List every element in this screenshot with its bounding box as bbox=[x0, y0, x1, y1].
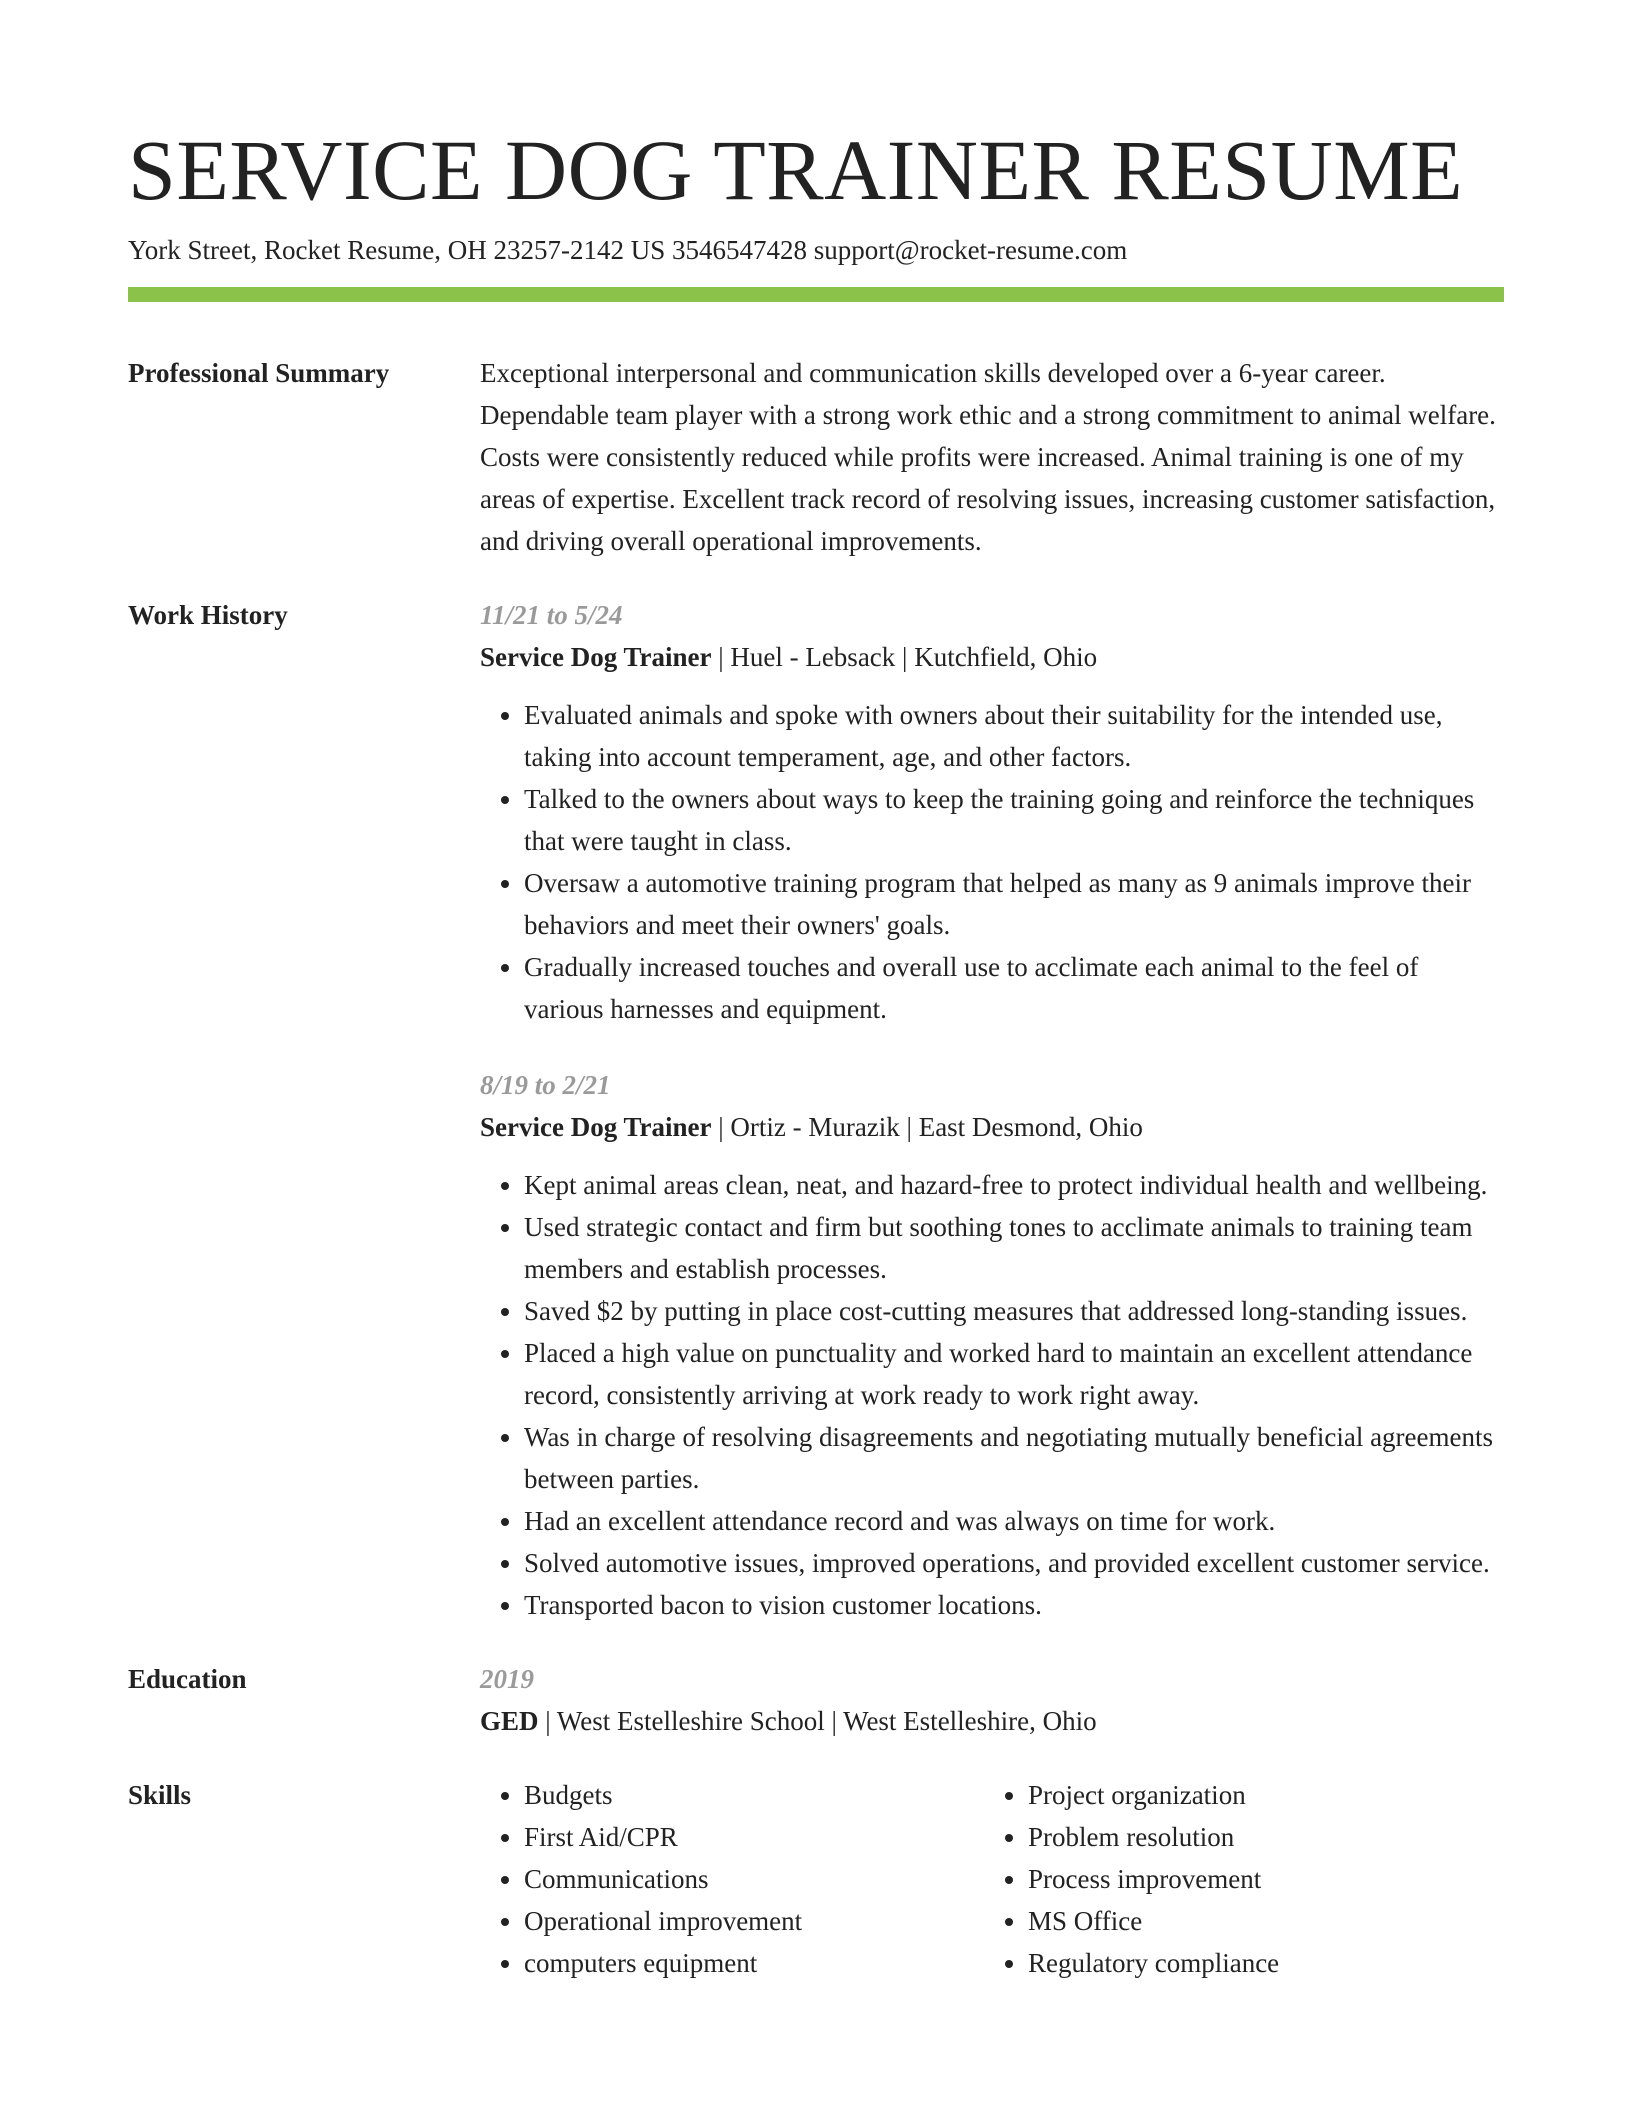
skill-item: • Communications bbox=[524, 1858, 984, 1900]
section-label-summary: Professional Summary bbox=[128, 358, 390, 388]
job-bullet: • Oversaw a automotive training program that helped as many as 9 animals improve their behaviors and meet their owners' goals. bbox=[524, 862, 1504, 946]
skills-list bbox=[480, 1774, 1504, 1984]
work-history-list bbox=[480, 594, 1504, 1626]
summary-text: Exceptional interpersonal and communication skills developed over a 6-year career. Dependable team player with a strong work ethic and a strong commitment to animal welfare. Costs were consistently reduced while profits were increased. Animal training is one of my areas of expertise. Excellent track record of resolving issues, increasing customer satisfaction, and driving overall operational improvements. bbox=[480, 358, 1496, 556]
job-title: Service Dog Trainer bbox=[480, 1112, 712, 1142]
skill-item: • Process improvement bbox=[1028, 1858, 1279, 1900]
job-title: Service Dog Trainer bbox=[480, 642, 712, 672]
education-school-location: | West Estelleshire School | West Estelleshire, Ohio bbox=[538, 1706, 1097, 1736]
skill-item: • Budgets bbox=[524, 1774, 984, 1816]
section-label-work-history: Work History bbox=[128, 600, 288, 630]
professional-summary-section bbox=[128, 352, 1504, 562]
job-bullet: • Used strategic contact and firm but soothing tones to acclimate animals to training team members and establish processes. bbox=[524, 1206, 1504, 1290]
job-bullets bbox=[480, 1164, 1504, 1626]
skill-item: • Project organization bbox=[1028, 1774, 1279, 1816]
header-divider bbox=[128, 287, 1504, 302]
section-label-education: Education bbox=[128, 1664, 247, 1694]
job-dates: 11/21 to 5/24 bbox=[480, 600, 623, 630]
job-dates: 8/19 to 2/21 bbox=[480, 1070, 611, 1100]
job-company-location: | Ortiz - Murazik | East Desmond, Ohio bbox=[711, 1112, 1143, 1142]
skill-item: • Operational improvement bbox=[524, 1900, 984, 1942]
job-bullet: • Transported bacon to vision customer locations. bbox=[524, 1584, 1504, 1626]
education-entry bbox=[480, 1658, 1504, 1742]
job-bullet: • Placed a high value on punctuality and worked hard to maintain an excellent attendance record, consistently arriving at work ready to work right away. bbox=[524, 1332, 1504, 1416]
job-bullet: • Kept animal areas clean, neat, and hazard-free to protect individual health and wellbeing. bbox=[524, 1164, 1504, 1206]
job-heading bbox=[480, 636, 1504, 678]
job-bullet: • Gradually increased touches and overall use to acclimate each animal to the feel of various harnesses and equipment. bbox=[524, 946, 1504, 1030]
job-entry bbox=[480, 594, 1504, 1030]
skill-item: • Problem resolution bbox=[1028, 1816, 1279, 1858]
skill-item: • computers equipment bbox=[524, 1942, 984, 1984]
job-bullet: • Solved automotive issues, improved operations, and provided excellent customer service. bbox=[524, 1542, 1504, 1584]
contact-line: York Street, Rocket Resume, OH 23257-2142 US 3546547428 support@rocket-resume.com bbox=[128, 235, 1128, 265]
work-history-section bbox=[128, 594, 1504, 1626]
skill-item: • Regulatory compliance bbox=[1028, 1942, 1279, 1984]
skill-item: • MS Office bbox=[1028, 1900, 1279, 1942]
job-bullet: • Talked to the owners about ways to keep the training going and reinforce the techniques that were taught in class. bbox=[524, 778, 1504, 862]
section-label-skills: Skills bbox=[128, 1780, 192, 1810]
education-section bbox=[128, 1658, 1504, 1742]
education-heading bbox=[480, 1700, 1504, 1742]
skills-column-1 bbox=[480, 1774, 984, 1984]
job-bullet: • Evaluated animals and spoke with owners about their suitability for the intended use, taking into account temperament, age, and other factors. bbox=[524, 694, 1504, 778]
education-degree: GED bbox=[480, 1706, 539, 1736]
resume-title: SERVICE DOG TRAINER RESUME bbox=[128, 122, 1464, 218]
job-bullets bbox=[480, 694, 1504, 1030]
job-company-location: | Huel - Lebsack | Kutchfield, Ohio bbox=[711, 642, 1098, 672]
job-bullet: • Had an excellent attendance record and was always on time for work. bbox=[524, 1500, 1504, 1542]
skills-column-2 bbox=[984, 1774, 1279, 1984]
job-entry bbox=[480, 1064, 1504, 1626]
skill-item: • First Aid/CPR bbox=[524, 1816, 984, 1858]
job-bullet: • Was in charge of resolving disagreements and negotiating mutually beneficial agreements between parties. bbox=[524, 1416, 1504, 1500]
job-heading bbox=[480, 1106, 1504, 1148]
job-bullet: • Saved $2 by putting in place cost-cutting measures that addressed long-standing issues. bbox=[524, 1290, 1504, 1332]
skills-section bbox=[128, 1774, 1504, 1984]
education-year: 2019 bbox=[480, 1664, 534, 1694]
